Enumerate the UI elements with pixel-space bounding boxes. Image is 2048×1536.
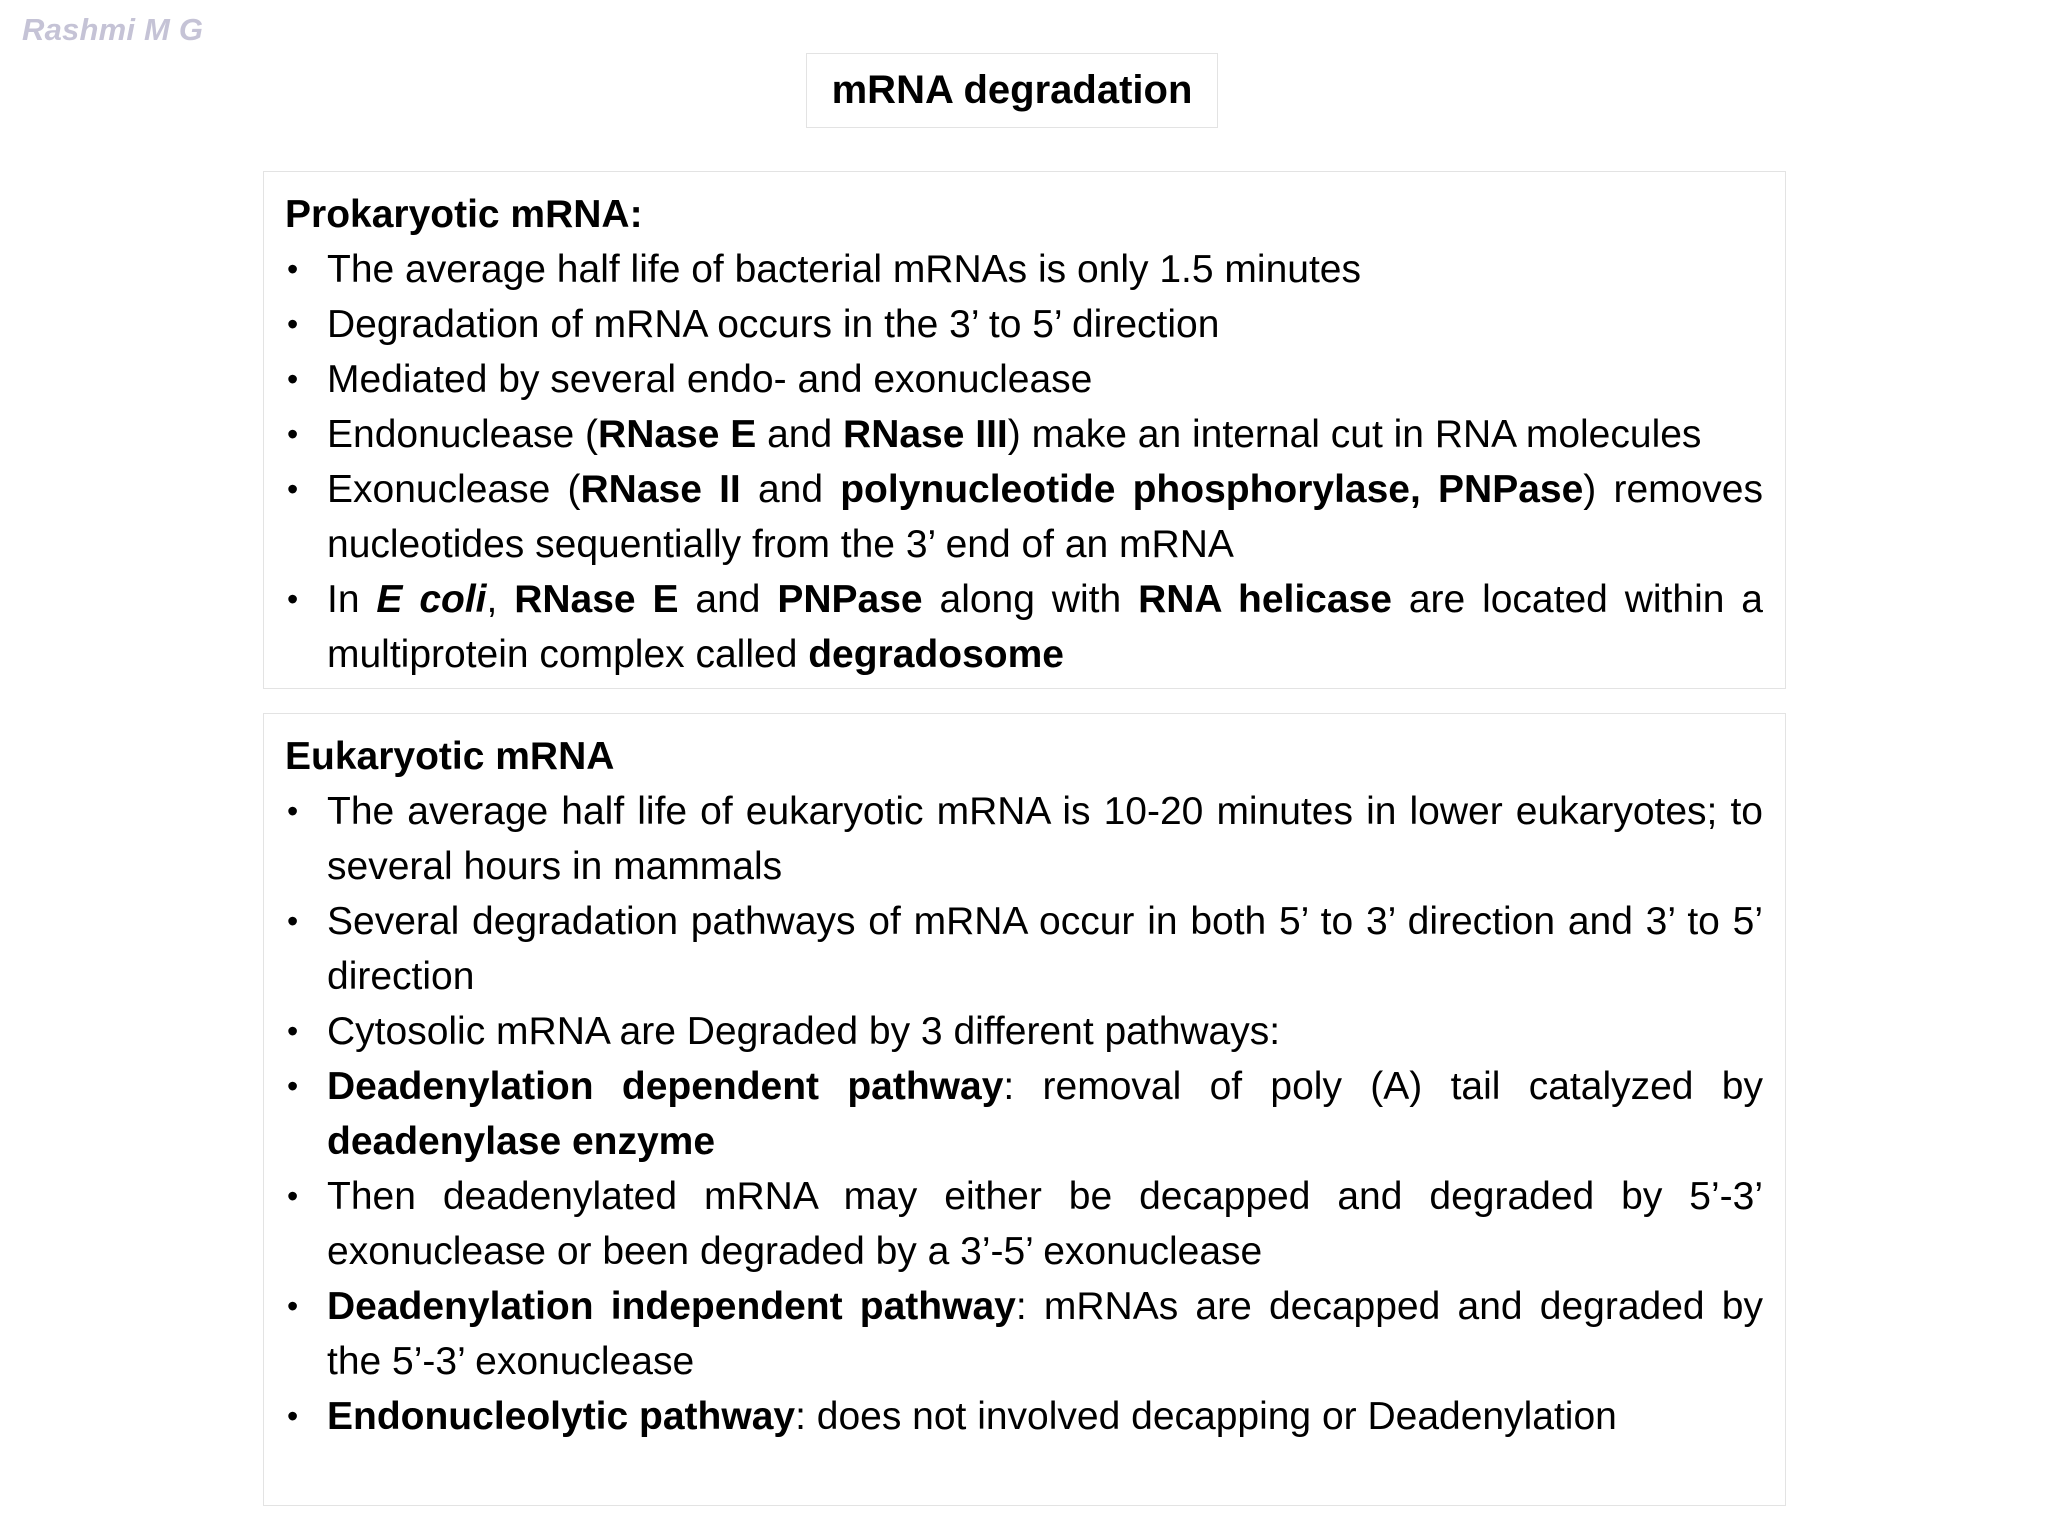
bullet-icon: •: [287, 416, 299, 452]
list-item: • Endonuclease (RNase E and RNase III) make an internal cut in RNA molecules: [285, 407, 1763, 462]
bullet-icon: •: [287, 361, 299, 397]
bullet-icon: •: [287, 471, 299, 507]
list-item: • Degradation of mRNA occurs in the 3’ to 5’ direction: [285, 297, 1763, 352]
bullet-icon: •: [287, 1398, 299, 1434]
list-item: • Endonucleolytic pathway: does not involved decapping or Deadenylation: [285, 1389, 1763, 1444]
prokaryotic-panel: [263, 171, 1786, 689]
bullet-icon: •: [287, 581, 299, 617]
eukaryotic-heading: Eukaryotic mRNA: [285, 735, 615, 778]
prokaryotic-heading: Prokaryotic mRNA:: [285, 193, 643, 236]
bullet-icon: •: [287, 1178, 299, 1214]
list-item: • The average half life of bacterial mRNAs is only 1.5 minutes: [285, 242, 1763, 297]
list-item: • Deadenylation independent pathway: mRNAs are decapped and degraded by the 5’-3’ exonuclease: [285, 1279, 1763, 1389]
slide-title-box: [806, 53, 1218, 128]
slide-title: mRNA degradation: [831, 68, 1193, 112]
bullet-icon: •: [287, 306, 299, 342]
bullet-icon: •: [287, 1013, 299, 1049]
eukaryotic-panel: [263, 713, 1786, 1506]
bullet-icon: •: [287, 1288, 299, 1324]
bullet-icon: •: [287, 1068, 299, 1104]
bullet-icon: •: [287, 793, 299, 829]
bullet-icon: •: [287, 903, 299, 939]
eukaryotic-bullet-list: [285, 784, 1763, 1444]
list-item: • Exonuclease (RNase II and polynucleotide phosphorylase, PNPase) removes nucleotides sequentially from the 3’ end of an mRNA: [285, 462, 1763, 572]
bullet-icon: •: [287, 251, 299, 287]
prokaryotic-bullet-list: [285, 242, 1763, 682]
list-item: • Deadenylation dependent pathway: removal of poly (A) tail catalyzed by deadenylase enzyme: [285, 1059, 1763, 1169]
list-item: • The average half life of eukaryotic mRNA is 10-20 minutes in lower eukaryotes; to several hours in mammals: [285, 784, 1763, 894]
author-watermark: Rashmi M G: [22, 12, 204, 47]
list-item: • Then deadenylated mRNA may either be decapped and degraded by 5’-3’ exonuclease or been degraded by a 3’-5’ exonuclease: [285, 1169, 1763, 1279]
list-item: • Mediated by several endo- and exonuclease: [285, 352, 1763, 407]
list-item: • Several degradation pathways of mRNA occur in both 5’ to 3’ direction and 3’ to 5’ direction: [285, 894, 1763, 1004]
list-item: • In E coli, RNase E and PNPase along with RNA helicase are located within a multiprotein complex called degradosome: [285, 572, 1763, 682]
list-item: • Cytosolic mRNA are Degraded by 3 different pathways:: [285, 1004, 1763, 1059]
